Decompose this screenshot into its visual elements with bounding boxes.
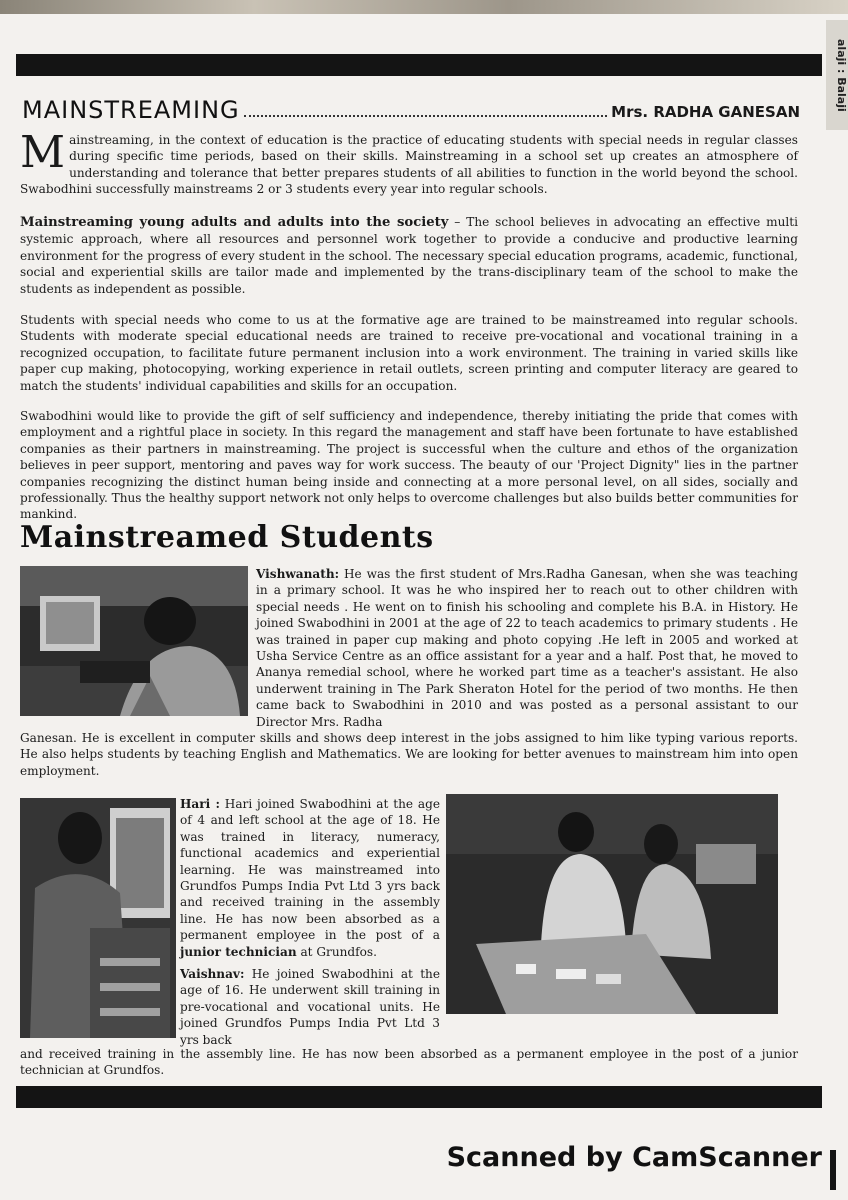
intro-paragraph [20, 127, 798, 198]
drop-cap: M [20, 127, 66, 178]
paragraph-formative: Students with special needs who come to us at the formative age are trained to be mainstreamed into regular schools. Students with moderate special educational needs are trained to receive pre-vocational and vocational training in a recognized occupation, to facilitate future permanent inclusion into a work environment. The training in varied skills like paper cup making, photocopying, working experience in retail outlets, screen printing and computer literacy are geared to match the students' individual capabilities and skills for an occupation. [20, 313, 798, 393]
section-title: Mainstreamed Students [20, 520, 434, 555]
author-name: Mrs. RADHA GANESAN [611, 103, 800, 121]
top-scan-edge [0, 0, 848, 14]
vaishnav-description: He joined Swabodhini at the age of 16. He underwent skill training in pre-vocational and vocational units. He joined Grundfos Pumps India Pvt Ltd 3 yrs back [180, 967, 440, 1047]
scanner-watermark: Scanned by CamScanner [446, 1142, 822, 1173]
hari-text [180, 796, 440, 960]
hari-tail: at Grundfos. [296, 944, 377, 959]
photo-hari [20, 798, 176, 1038]
paragraph-society [20, 214, 798, 297]
vishwanath-full-text: Ganesan. He is excellent in computer skills and shows deep interest in the jobs assigned to him like typing various reports. He also helps students by teaching English and Mathematics. We are looking for better avenues to mainstream him into open employment. [20, 731, 798, 778]
intro-text: ainstreaming, in the context of education is the practice of educating students with special needs in regular classes during specific time periods, based on their skills. Mainstreaming in a school set up creates an atmosphere of understanding and tolerance that better prepares students of all abilities to function in the world beyond the school. Swabodhini successfully mainstreams 2 or 3 students every year into regular schools. [20, 133, 798, 197]
photo-hari-image [20, 798, 176, 1038]
photo-vishwanath [20, 566, 248, 716]
vaishnav-text [180, 966, 440, 1048]
vishwanath-text: He was the first student of Mrs.Radha Ganesan, when she was teaching in a primary school. It was he who inspired her to reach out to other children with special needs . He went on to finish his schooling and complete his B.A. in History. He joined Swabodhini in 2001 at the age of 22 to teach academics to primary students . He was trained in paper cup making and photo copying .He left in 2005 and worked at Usha Service Centre as an office assistant for a year and a half. Post that, he moved to Ananya remedial school, where he worked part time as a teacher's assistant. He also underwent training in The Park Sheraton Hotel for the period of two months. He then came back to Swabodhini in 2010 and was posted as a personal assistant to our Director Mrs. Radha [256, 567, 798, 729]
top-black-bar [16, 54, 822, 76]
side-label: alaji : Balaji [826, 20, 848, 130]
right-edge-mark [830, 1150, 836, 1190]
photo-vishwanath-image [20, 566, 248, 716]
student-name-hari: Hari : [180, 797, 220, 811]
vishwanath-side-text [256, 566, 798, 730]
student-name-vishwanath: Vishwanath: [256, 567, 340, 581]
vaishnav-full-text: and received training in the assembly line. He has now been absorbed as a permanent employee in the post of a junior technician at Grundfos. [20, 1047, 798, 1078]
photo-assembly-image [446, 794, 778, 1014]
paragraph-dignity: Swabodhini would like to provide the gift of self sufficiency and independence, thereby initiating the pride that comes with employment and a rightful place in society. In this regard the management and staff have been fortunate to have established companies as their partners in mainstreaming. The project is successful when the culture and ethos of the organization believes in peer support, mentoring and paves way for work success. The beauty of our 'Project Dignity" lies in the partner companies recognizing the distinct human being inside and connecting at a more personal level, on all sides, socially and professionally. Thus the healthy support network not only helps to overcome challenges but also builds better communities for mankind. [20, 409, 798, 522]
paragraph-lead: Mainstreaming young adults and adults into the society [20, 215, 449, 230]
dotted-leader [244, 115, 607, 117]
hari-description: Hari joined Swabodhini at the age of 4 and left school at the age of 18. He was trained in literacy, numeracy, functional academics and experiential learning. He was mainstreamed into Grundfos Pumps India Pvt Ltd 3 yrs back and received training in the assembly line. He has now been absorbed as a permanent employee in the post of a [180, 797, 440, 943]
hari-role: junior technician [180, 944, 297, 959]
paragraph-text: – The school believes in advocating an effective multi systemic approach, where all resources and personnel work together to provide a conducive and productive learning environment for the progress of every student in the school. The necessary special education programs, academic, functional, social and experiential skills are tailor made and implemented by the trans-disciplinary team of the school to make the students as independent as possible. [20, 215, 798, 296]
page-title: MAINSTREAMING [22, 96, 240, 124]
header-row [22, 94, 800, 124]
bottom-black-bar [16, 1086, 822, 1108]
student-name-vaishnav: Vaishnav: [180, 967, 245, 981]
photo-assembly [446, 794, 778, 1014]
